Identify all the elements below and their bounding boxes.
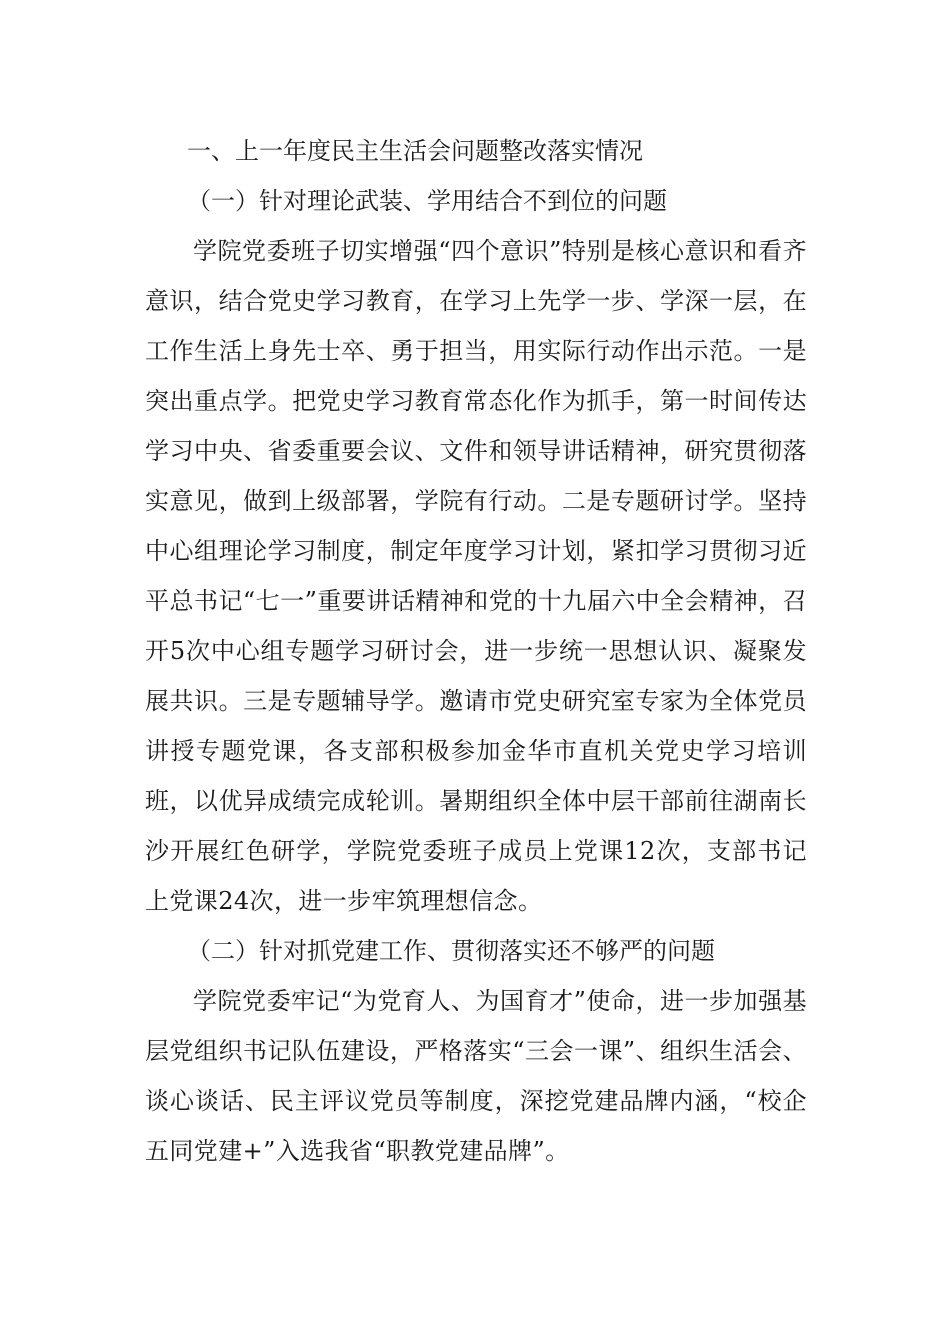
paragraph-2: 学院党委牢记“为党育人、为国育才”使命，进一步加强基层党组织书记队伍建设，严格落实“三会一课”、组织生活会、谈心谈话、民主评议党员等制度，深挖党建品牌内涵，“校企五同党建+”入选我省“职教党建品牌”。	[145, 987, 807, 1165]
subsection-heading-2: （二）针对抓党建工作、贯彻落实还不够严的问题	[187, 937, 715, 965]
document-body	[145, 126, 807, 1176]
section-heading: 一、上一年度民主生活会问题整改落实情况	[187, 137, 643, 165]
subsection-heading-1: （一）针对理论武装、学用结合不到位的问题	[187, 187, 667, 215]
paragraph-1: 学院党委班子切实增强“四个意识”特别是核心意识和看齐意识，结合党史学习教育，在学习上先学一步、学深一层，在工作生活上身先士卒、勇于担当，用实际行动作出示范。一是突出重点学。把党史学习教育常态化作为抓手，第一时间传达学习中央、省委重要会议、文件和领导讲话精神，研究贯彻落实意见，做到上级部署，学院有行动。二是专题研讨学。坚持中心组理论学习制度，制定年度学习计划，紧扣学习贯彻习近平总书记“七一”重要讲话精神和党的十九届六中全会精神，召开5次中心组专题学习研讨会，进一步统一思想认识、凝聚发展共识。三是专题辅导学。邀请市党史研究室专家为全体党员讲授专题党课，各支部积极参加金华市直机关党史学习培训班，以优异成绩完成轮训。暑期组织全体中层干部前往湖南长沙开展红色研学，学院党委班子成员上党课12次，支部书记上党课24次，进一步牢筑理想信念。	[145, 237, 807, 915]
